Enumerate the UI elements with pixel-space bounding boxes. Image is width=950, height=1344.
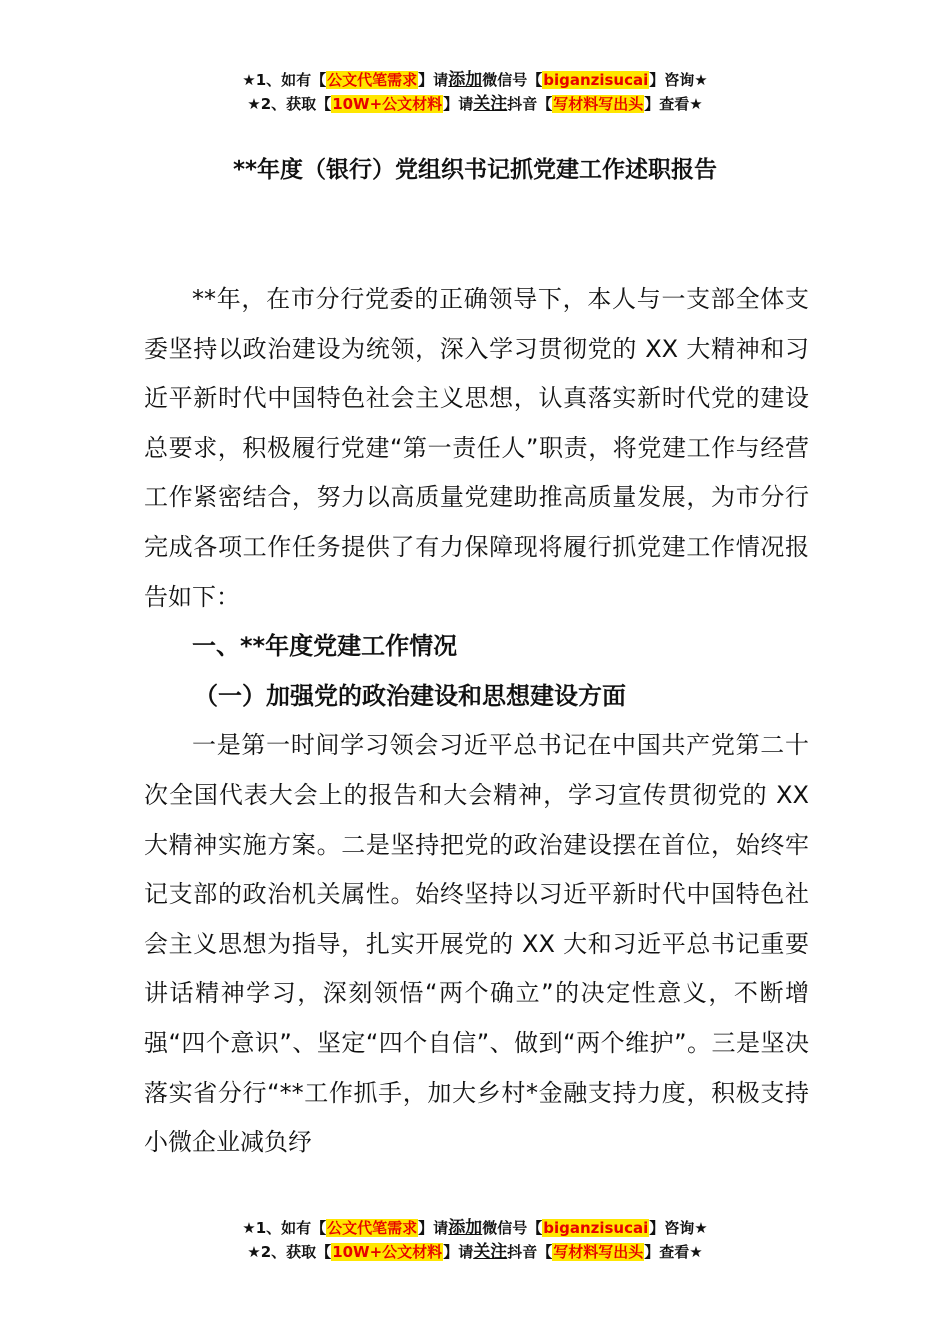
highlight-text: 10W+公文材料 [332, 95, 443, 113]
banner-text: 】请 [418, 71, 449, 89]
header-banner [0, 68, 950, 116]
banner-line-2 [0, 92, 950, 116]
underlined-text: 关注 [473, 1242, 508, 1262]
banner-text: 】请 [418, 1219, 449, 1237]
banner-text: ★2、获取【 [247, 95, 332, 113]
banner-text: 】查看★ [644, 1243, 703, 1261]
banner-text: 微信号【 [482, 1219, 543, 1237]
banner-text: 】请 [443, 95, 474, 113]
banner-text: ★1、如有【 [242, 1219, 327, 1237]
wechat-id: biganzisucai [543, 1219, 649, 1237]
underlined-text: 添加 [448, 1218, 483, 1238]
wechat-id: biganzisucai [543, 71, 649, 89]
banner-text: 抖音【 [507, 1243, 553, 1261]
banner-text: ★2、获取【 [247, 1243, 332, 1261]
document-body [144, 275, 809, 1168]
body-paragraph: 一是第一时间学习领会习近平总书记在中国共产党第二十次全国代表大会上的报告和大会精神，学习宣传贯彻党的 XX 大精神实施方案。二是坚持把党的政治建设摆在首位，始终牢记支部的政治机关属性。始终坚持以习近平新时代中国特色社会主义思想为指导，扎实开展党的 XX 大和习近平总书记重要讲话精神学习，深刻领悟“两个确立”的决定性意义，不断增强“四个意识”、坚定“四个自信”、做到“两个维护”。三是坚决落实省分行“**工作抓手，加大乡村*金融支持力度，积极支持小微企业减负纾 [144, 731, 809, 1157]
banner-line-1 [0, 68, 950, 92]
banner-line-1 [0, 1216, 950, 1240]
document-title: **年度（银行）党组织书记抓党建工作述职报告 [232, 157, 718, 183]
underlined-text: 添加 [448, 70, 483, 90]
banner-text: 】咨询★ [649, 1219, 708, 1237]
footer-banner [0, 1216, 950, 1264]
douyin-id: 写材料写出头 [553, 1243, 644, 1261]
highlight-text: 公文代笔需求 [327, 1219, 418, 1237]
highlight-text: 10W+公文材料 [332, 1243, 443, 1261]
banner-text: ★1、如有【 [242, 71, 327, 89]
douyin-id: 写材料写出头 [553, 95, 644, 113]
banner-text: 】咨询★ [649, 71, 708, 89]
banner-text: 微信号【 [482, 71, 543, 89]
section-heading: 一、**年度党建工作情况 [192, 632, 458, 661]
banner-text: 抖音【 [507, 95, 553, 113]
highlight-text: 公文代笔需求 [327, 71, 418, 89]
intro-paragraph: **年，在市分行党委的正确领导下，本人与一支部全体支委坚持以政治建设为统领，深入学习贯彻党的 XX 大精神和习近平新时代中国特色社会主义思想，认真落实新时代党的建设总要求，积极履行党建“第一责任人”职责，将党建工作与经营工作紧密结合，努力以高质量党建助推高质量发展，为市分行完成各项工作任务提供了有力保障现将履行抓党建工作情况报告如下： [144, 285, 809, 611]
banner-text: 】请 [443, 1243, 474, 1261]
subsection-heading: （一）加强党的政治建设和思想建设方面 [194, 681, 626, 710]
banner-line-2 [0, 1240, 950, 1264]
underlined-text: 关注 [473, 94, 508, 114]
banner-text: 】查看★ [644, 95, 703, 113]
